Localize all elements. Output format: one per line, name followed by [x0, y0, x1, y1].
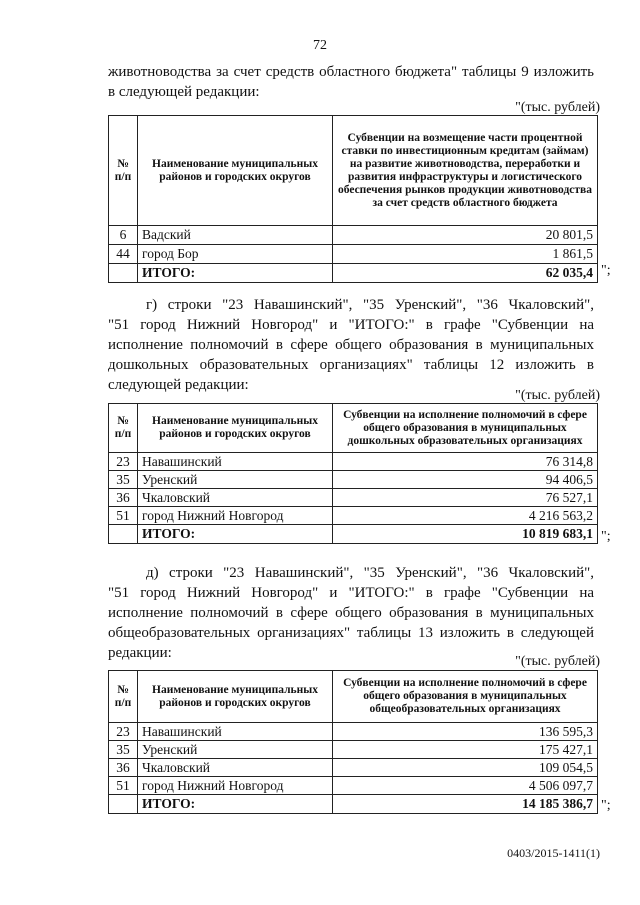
paragraph-line: "51 город Нижний Новгород" и "ИТОГО:" в графе "Субвенции на: [108, 585, 594, 601]
row-value: 4 216 563,2: [333, 507, 598, 525]
total-label: ИТОГО:: [138, 264, 333, 283]
paragraph-line: г) строки "23 Навашинский", "35 Уренский", "36 Чкаловский",: [146, 297, 594, 313]
table-12: [108, 403, 598, 544]
row-value: 175 427,1: [333, 741, 598, 759]
table-row: [109, 723, 598, 741]
row-number: 23: [109, 723, 138, 741]
row-number: 51: [109, 507, 138, 525]
header-name: Наименование муниципальных районов и городских округов: [138, 404, 333, 453]
table-row: [109, 489, 598, 507]
row-name: город Нижний Новгород: [138, 777, 333, 795]
table-header-row: [109, 404, 598, 453]
row-name: Уренский: [138, 741, 333, 759]
row-name: город Бор: [138, 245, 333, 264]
header-name: Наименование муниципальных районов и городских округов: [138, 116, 333, 226]
paragraph-d: [108, 563, 594, 663]
total-number-cell: [109, 525, 138, 544]
intro-line: в следующей редакции:: [108, 84, 260, 100]
intro-line: животноводства за счет средств областного бюджета" таблицы 9 изложить: [108, 64, 594, 80]
document-id: 0403/2015-1411(1): [507, 846, 600, 860]
row-number: 35: [109, 741, 138, 759]
paragraph-line: редакции:: [108, 645, 172, 661]
total-value: 62 035,4: [333, 264, 598, 283]
closing-quote: ";: [601, 263, 611, 278]
total-number-cell: [109, 795, 138, 814]
header-number: № п/п: [109, 404, 138, 453]
row-number: 36: [109, 759, 138, 777]
total-row: [109, 525, 598, 544]
table-row: [109, 226, 598, 245]
row-value: 109 054,5: [333, 759, 598, 777]
row-value: 76 527,1: [333, 489, 598, 507]
table-row: [109, 759, 598, 777]
row-name: Уренский: [138, 471, 333, 489]
row-name: Вадский: [138, 226, 333, 245]
row-value: 76 314,8: [333, 453, 598, 471]
header-value: Субвенции на исполнение полномочий в сфере общего образования в муниципальных дошкольных образовательных организациях: [333, 404, 598, 453]
row-number: 36: [109, 489, 138, 507]
total-number-cell: [109, 264, 138, 283]
total-label: ИТОГО:: [138, 525, 333, 544]
units-label: "(тыс. рублей): [515, 388, 600, 403]
paragraph-line: д) строки "23 Навашинский", "35 Уренский", "36 Чкаловский",: [146, 565, 594, 581]
header-value: Субвенции на возмещение части процентной ставки по инвестиционным кредитам (займам) на развитие животноводства, переработки и развития инфраструктуры и логистического обеспечения рынков продукции животноводства за счет средств областного бюджета: [333, 116, 598, 226]
total-row: [109, 795, 598, 814]
table-row: [109, 471, 598, 489]
table-9: [108, 115, 598, 283]
paragraph-line: дошкольных образовательных организациях" таблицы 12 изложить в: [108, 357, 594, 373]
units-label: "(тыс. рублей): [515, 100, 600, 115]
header-value: Субвенции на исполнение полномочий в сфере общего образования в муниципальных общеобразовательных организациях: [333, 671, 598, 723]
table-header-row: [109, 116, 598, 226]
paragraph-line: следующей редакции:: [108, 377, 249, 393]
header-name: Наименование муниципальных районов и городских округов: [138, 671, 333, 723]
closing-quote: ";: [601, 798, 611, 813]
units-label: "(тыс. рублей): [515, 654, 600, 669]
row-number: 51: [109, 777, 138, 795]
table-13: [108, 670, 598, 814]
table-row: [109, 453, 598, 471]
header-number: № п/п: [109, 116, 138, 226]
paragraph-line: "51 город Нижний Новгород" и "ИТОГО:" в графе "Субвенции на: [108, 317, 594, 333]
row-value: 20 801,5: [333, 226, 598, 245]
row-name: Навашинский: [138, 453, 333, 471]
total-value: 14 185 386,7: [333, 795, 598, 814]
row-value: 94 406,5: [333, 471, 598, 489]
row-name: Чкаловский: [138, 489, 333, 507]
total-row: [109, 264, 598, 283]
total-value: 10 819 683,1: [333, 525, 598, 544]
intro-paragraph: [108, 62, 594, 102]
paragraph-line: общеобразовательных организациях" таблицы 13 изложить в следующей: [108, 625, 594, 641]
table-row: [109, 245, 598, 264]
row-value: 4 506 097,7: [333, 777, 598, 795]
row-value: 1 861,5: [333, 245, 598, 264]
page-number: 72: [313, 38, 327, 53]
table-header-row: [109, 671, 598, 723]
table-row: [109, 777, 598, 795]
paragraph-line: исполнение полномочий в сфере общего образования в муниципальных: [108, 605, 594, 621]
table-row: [109, 741, 598, 759]
row-name: город Нижний Новгород: [138, 507, 333, 525]
paragraph-line: исполнение полномочий в сфере общего образования в муниципальных: [108, 337, 594, 353]
header-number: № п/п: [109, 671, 138, 723]
row-name: Навашинский: [138, 723, 333, 741]
row-number: 35: [109, 471, 138, 489]
row-number: 23: [109, 453, 138, 471]
row-number: 44: [109, 245, 138, 264]
paragraph-g: [108, 295, 594, 395]
row-value: 136 595,3: [333, 723, 598, 741]
row-name: Чкаловский: [138, 759, 333, 777]
closing-quote: ";: [601, 529, 611, 544]
total-label: ИТОГО:: [138, 795, 333, 814]
table-row: [109, 507, 598, 525]
row-number: 6: [109, 226, 138, 245]
